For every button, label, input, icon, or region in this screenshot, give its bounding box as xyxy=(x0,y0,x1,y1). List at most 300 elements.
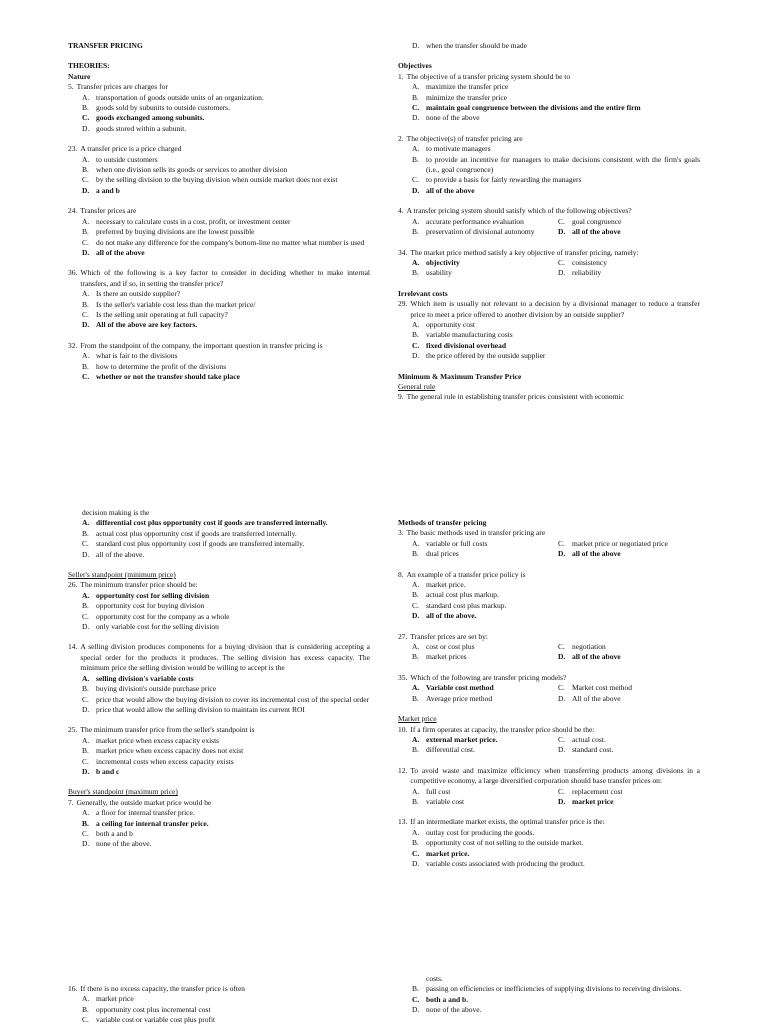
section-heading: THEORIES: xyxy=(68,61,110,71)
option-letter: A. xyxy=(82,216,90,226)
question-number: 35. xyxy=(398,672,408,682)
option-list xyxy=(398,984,700,1015)
option-letter: C. xyxy=(558,683,565,693)
option-row xyxy=(398,735,700,745)
option-letter: C. xyxy=(558,642,565,652)
answer-option xyxy=(398,995,700,1005)
option-letter: B. xyxy=(412,330,419,340)
option-letter: D. xyxy=(558,268,566,278)
answer-option xyxy=(558,549,704,559)
answer-option xyxy=(68,289,370,299)
question-number: 7. xyxy=(68,797,74,807)
option-text: what is fair to the divisions xyxy=(96,351,178,361)
answer-option xyxy=(68,175,370,185)
answer-option xyxy=(68,320,370,330)
option-letter: A. xyxy=(82,808,90,818)
option-letter: D. xyxy=(82,185,90,195)
continued-text: costs. xyxy=(426,974,443,983)
subsection-label: Market price xyxy=(398,714,437,724)
question-block xyxy=(398,673,700,704)
doc-title: TRANSFER PRICING xyxy=(68,41,143,50)
question-text: Transfer prices are charges for xyxy=(76,82,168,92)
option-text: actual cost plus opportunity cost if goods are transferred internally. xyxy=(96,528,297,538)
option-letter: B. xyxy=(82,528,89,538)
question-text: Transfer prices are set by: xyxy=(410,631,488,641)
question-stem xyxy=(398,528,700,538)
question-stem xyxy=(68,798,370,808)
option-text: All of the above are key factors. xyxy=(96,320,198,330)
option-letter: D. xyxy=(412,351,420,361)
option-text: when one division sells its goods or services to another division xyxy=(96,165,288,175)
question-number: 29. xyxy=(398,299,408,309)
option-text: market price when excess capacity does not exist xyxy=(96,746,244,756)
answer-option xyxy=(398,144,700,154)
option-text: goods exchanged among subunits. xyxy=(96,113,205,123)
option-row xyxy=(398,227,700,237)
option-text: selling division's variable costs xyxy=(96,673,194,683)
option-letter: B. xyxy=(412,227,419,237)
option-text: by the selling division to the buying division when outside market does not exist xyxy=(96,175,338,185)
question-number: 25. xyxy=(68,725,78,735)
question-stem xyxy=(398,299,700,320)
option-letter: D. xyxy=(412,185,420,195)
option-text: opportunity cost xyxy=(426,319,475,329)
option-letter: A. xyxy=(412,734,420,744)
subsection-heading: Methods of transfer pricing xyxy=(398,518,487,527)
option-letter: D. xyxy=(82,549,90,559)
option-text: minimize the transfer price xyxy=(426,92,508,102)
option-text: Is there an outside supplier? xyxy=(96,289,181,299)
answer-option xyxy=(398,849,700,859)
question-number: 26. xyxy=(68,580,78,590)
option-letter: C. xyxy=(82,694,89,704)
question-text: A transfer pricing system should satisfy which of the following objectives? xyxy=(406,206,632,216)
option-text: price that would allow the selling division to maintain its current ROI xyxy=(96,704,305,714)
option-text: actual cost. xyxy=(572,734,606,744)
option-text: replacement cost xyxy=(572,786,623,796)
option-letter: C. xyxy=(82,539,89,549)
question-stem xyxy=(68,206,370,216)
answer-option xyxy=(398,984,700,994)
answer-option xyxy=(412,227,558,237)
question-stem xyxy=(68,580,370,590)
option-letter: D. xyxy=(82,704,90,714)
answer-option xyxy=(412,217,558,227)
answer-option xyxy=(558,745,704,755)
question-block xyxy=(398,72,700,124)
option-letter: B. xyxy=(82,601,89,611)
answer-option xyxy=(68,705,370,715)
option-text: necessary to calculate costs in a cost, profit, or investment center xyxy=(96,216,291,226)
option-text: Is the selling unit operating at full capacity? xyxy=(96,309,228,319)
option-text: whether or not the transfer should take place xyxy=(96,371,240,381)
option-text: both a and b xyxy=(96,828,133,838)
answer-option xyxy=(398,113,700,123)
answer-option xyxy=(398,828,700,838)
option-text: negotiation xyxy=(572,642,606,652)
answer-option xyxy=(412,549,558,559)
page3-left-column xyxy=(68,984,370,1026)
option-text: variable cost xyxy=(426,796,465,806)
option-text: all of the above xyxy=(572,549,621,559)
option-text: all of the above xyxy=(572,652,621,662)
option-text: standard cost plus opportunity cost if goods are transferred internally. xyxy=(96,539,305,549)
question-text: Which of the following are transfer pricing models? xyxy=(410,672,567,682)
question-stem xyxy=(398,248,700,258)
option-text: both a and b. xyxy=(426,994,469,1004)
answer-option xyxy=(398,341,700,351)
question-text: To avoid waste and maximize efficiency when transferring products among divisions in a competitive economy, a large diversified corporation should base transfer prices on: xyxy=(410,765,700,786)
option-letter: D. xyxy=(558,693,566,703)
answer-option xyxy=(68,601,370,611)
question-number: 1. xyxy=(398,71,404,81)
option-text: Variable cost method xyxy=(426,683,494,693)
question-text: Which of the following is a key factor to consider in deciding whether to make internal transfers, and if so, in setting the transfer price? xyxy=(80,268,370,288)
answer-option xyxy=(412,258,558,268)
option-letter: B. xyxy=(82,684,89,694)
question-stem xyxy=(398,570,700,580)
answer-option xyxy=(68,674,370,684)
answer-option xyxy=(398,103,700,113)
question-number: 16. xyxy=(68,984,78,993)
option-text: a ceiling for internal transfer price. xyxy=(96,818,209,828)
question-block xyxy=(68,984,370,1026)
answer-option xyxy=(558,694,704,704)
option-text: market price xyxy=(572,796,614,806)
question-block xyxy=(398,392,700,402)
option-letter: B. xyxy=(82,103,89,113)
answer-option xyxy=(68,165,370,175)
option-letter: B. xyxy=(82,1004,89,1014)
answer-option xyxy=(68,227,370,237)
answer-option xyxy=(412,268,558,278)
question-stem xyxy=(398,673,700,683)
answer-option xyxy=(558,642,704,652)
question-number: 13. xyxy=(398,817,408,827)
answer-option xyxy=(398,155,700,176)
answer-option xyxy=(68,372,370,382)
answer-option xyxy=(68,591,370,601)
option-text: opportunity cost for selling division xyxy=(96,590,210,600)
answer-option xyxy=(398,611,700,621)
answer-option xyxy=(412,642,558,652)
option-letter: A. xyxy=(82,92,90,102)
question-number: 3. xyxy=(398,528,404,538)
answer-option xyxy=(412,652,558,662)
answer-option xyxy=(68,757,370,767)
answer-option xyxy=(398,1005,700,1015)
answer-option xyxy=(558,787,704,797)
option-text: variable manufacturing costs xyxy=(426,330,513,340)
question-number: 36. xyxy=(68,268,78,278)
option-row xyxy=(398,652,700,662)
answer-option xyxy=(68,622,370,632)
question-stem xyxy=(398,206,700,216)
question-text: An example of a transfer price policy is xyxy=(406,569,526,579)
answer-option xyxy=(412,539,558,549)
option-text: to outside customers xyxy=(96,154,158,164)
question-text: Generally, the outside market price would be xyxy=(76,797,212,807)
answer-option xyxy=(68,808,370,818)
answer-option xyxy=(558,217,704,227)
question-block xyxy=(398,817,700,869)
answer-option xyxy=(558,227,704,237)
option-text: opportunity cost plus incremental cost xyxy=(96,1004,211,1014)
option-row xyxy=(398,539,700,549)
option-text: all of the above. xyxy=(426,611,477,621)
answer-option xyxy=(68,113,370,123)
option-letter: D. xyxy=(82,123,90,133)
question-number: 34. xyxy=(398,247,408,257)
question-number: 8. xyxy=(398,569,404,579)
option-text: preferred by buying divisions are the lowest possible xyxy=(96,227,255,237)
answer-option xyxy=(558,258,704,268)
option-letter: A. xyxy=(412,319,420,329)
question-text: The general rule in establishing transfer prices consistent with economic xyxy=(406,392,624,402)
option-letter: A. xyxy=(82,673,90,683)
option-text: usability xyxy=(426,268,452,278)
option-letter: A. xyxy=(412,82,420,92)
option-text: differential cost. xyxy=(426,745,476,755)
option-letter: A. xyxy=(412,786,420,796)
option-letter: B. xyxy=(82,299,89,309)
question-block xyxy=(398,570,700,622)
question-block xyxy=(68,580,370,632)
option-text: maximize the transfer price xyxy=(426,82,509,92)
option-row xyxy=(398,787,700,797)
question-number: 32. xyxy=(68,340,78,350)
question-stem xyxy=(68,984,370,994)
question-stem xyxy=(68,642,370,673)
question-block xyxy=(68,725,370,777)
answer-option xyxy=(68,155,370,165)
answer-option xyxy=(398,93,700,103)
answer-option xyxy=(412,735,558,745)
option-letter: B. xyxy=(82,165,89,175)
option-text: all of the above. xyxy=(96,549,145,559)
option-text: outlay cost for producing the goods. xyxy=(426,827,535,837)
question-stem xyxy=(398,766,700,787)
answer-option xyxy=(398,580,700,590)
option-letter: A. xyxy=(412,827,420,837)
question-stem xyxy=(68,341,370,351)
answer-option xyxy=(398,330,700,340)
option-letter: C. xyxy=(82,828,89,838)
option-letter: D. xyxy=(82,622,90,632)
subsection-heading: Nature xyxy=(68,71,91,81)
option-letter: C. xyxy=(412,340,420,350)
option-letter: A. xyxy=(412,144,420,154)
option-letter: C. xyxy=(412,103,420,113)
option-text: the price offered by the outside supplier xyxy=(426,351,546,361)
answer-option xyxy=(412,745,558,755)
option-letter: A. xyxy=(412,642,420,652)
option-letter: C. xyxy=(82,113,90,123)
option-letter: B. xyxy=(82,227,89,237)
option-text: market price when excess capacity exists xyxy=(96,735,220,745)
answer-option xyxy=(558,539,704,549)
question-block xyxy=(398,632,700,663)
option-text: goods stored within a subunit. xyxy=(96,123,187,133)
option-text: none of the above. xyxy=(426,1005,482,1015)
option-letter: B. xyxy=(412,745,419,755)
option-text: differential cost plus opportunity cost if goods are transferred internally. xyxy=(96,518,328,528)
option-text: Is the seller's variable cost less than the market price/ xyxy=(96,299,256,309)
question-block xyxy=(398,766,700,808)
option-text: to motivate managers xyxy=(426,144,491,154)
answer-option xyxy=(68,518,370,528)
option-text: actual cost plus markup. xyxy=(426,590,499,600)
option-text: a floor for internal transfer price. xyxy=(96,808,195,818)
question-stem xyxy=(68,725,370,735)
option-text: passing on efficiencies or inefficiencies of supplying divisions to receiving divisions. xyxy=(426,984,682,994)
option-text: b and c xyxy=(96,766,120,776)
answer-option xyxy=(412,797,558,807)
question-number: 27. xyxy=(398,631,408,641)
subsection-heading: Minimum & Maximum Transfer Price xyxy=(398,371,522,381)
option-letter: C. xyxy=(558,538,565,548)
option-text: market price xyxy=(96,994,134,1004)
option-letter: D. xyxy=(82,766,90,776)
option-letter: D. xyxy=(412,611,420,621)
question-block xyxy=(68,144,370,196)
answer-option xyxy=(68,217,370,227)
answer-option xyxy=(398,838,700,848)
option-letter: B. xyxy=(412,838,419,848)
question-block xyxy=(398,134,700,196)
answer-option xyxy=(68,695,370,705)
question-stem xyxy=(398,817,700,827)
option-text: all of the above xyxy=(572,227,621,237)
page1-right-column xyxy=(398,41,700,403)
question-block xyxy=(68,642,370,715)
option-letter: B. xyxy=(412,92,419,102)
option-text: buying division's outside purchase price xyxy=(96,684,217,694)
question-number: 4. xyxy=(398,206,404,216)
option-letter: C. xyxy=(82,175,89,185)
answer-option xyxy=(558,683,704,693)
option-letter: A. xyxy=(412,538,420,548)
answer-option xyxy=(68,819,370,829)
question-text: The market price method satisfy a key objective of transfer pricing, namely: xyxy=(410,247,639,257)
option-row xyxy=(398,258,700,268)
option-letter: A. xyxy=(82,735,90,745)
option-text: Average price method xyxy=(426,693,493,703)
question-text: If an intermediate market exists, the optimal transfer price is the: xyxy=(410,817,605,827)
option-text: none of the above xyxy=(426,113,480,123)
option-letter: C. xyxy=(558,257,565,267)
question-stem xyxy=(68,268,370,289)
question-text: If there is no excess capacity, the transfer price is often xyxy=(80,984,246,993)
option-letter: A. xyxy=(82,590,90,600)
question-number: 24. xyxy=(68,206,78,216)
option-letter: C. xyxy=(558,786,565,796)
option-text: cost or cost plus xyxy=(426,642,475,652)
answer-option xyxy=(68,539,370,549)
continued-option: D. when the transfer should be made xyxy=(412,41,528,50)
answer-option xyxy=(398,351,700,361)
option-letter: D. xyxy=(412,113,420,123)
answer-option xyxy=(68,1005,370,1015)
answer-option xyxy=(68,684,370,694)
option-text: variable cost or variable cost plus profit xyxy=(96,1015,216,1025)
question-block xyxy=(398,725,700,756)
question-text: Which item is usually not relevant to a decision by a divisional manager to reduce a transfer price to meet a price offered to another division by an outside supplier? xyxy=(410,299,700,319)
option-row xyxy=(398,268,700,278)
option-letter: A. xyxy=(412,257,420,267)
subsection-heading: Objectives xyxy=(398,61,432,71)
option-letter: D. xyxy=(412,858,420,868)
option-letter: A. xyxy=(412,580,420,590)
option-text: market prices xyxy=(426,652,467,662)
question-stem xyxy=(68,144,370,154)
question-text: A selling division produces components for a buying division that is considering accepting a special order for the products it produces. The selling division has excess capacity. The minimum price the selling division would be willing to accept is the xyxy=(80,642,370,673)
option-letter: C. xyxy=(82,371,90,381)
option-letter: D. xyxy=(558,796,566,806)
question-number: 12. xyxy=(398,765,408,775)
option-letter: B. xyxy=(412,693,419,703)
page2-right-column xyxy=(398,518,700,869)
option-text: market price or negotiated price xyxy=(572,538,668,548)
answer-option xyxy=(398,859,700,869)
answer-option xyxy=(558,797,704,807)
answer-option xyxy=(68,124,370,134)
question-number: 23. xyxy=(68,144,78,154)
question-text: The minimum transfer price should be: xyxy=(80,580,198,590)
option-row xyxy=(398,642,700,652)
option-text: standard cost plus markup. xyxy=(426,600,507,610)
question-block xyxy=(398,248,700,279)
option-letter: C. xyxy=(558,216,565,226)
option-text: goods sold by subunits to outside customers. xyxy=(96,103,230,113)
page1-left-column xyxy=(68,41,370,382)
answer-option xyxy=(412,787,558,797)
answer-option xyxy=(68,103,370,113)
option-letter: B. xyxy=(412,984,419,994)
option-text: All of the above xyxy=(572,693,621,703)
option-text: transportation of goods outside units of an organization. xyxy=(96,92,264,102)
option-text: to provide a basis for fairly rewarding the managers xyxy=(426,175,582,185)
subsection-label: General rule xyxy=(398,381,436,391)
option-text: external market price. xyxy=(426,734,498,744)
answer-option xyxy=(68,612,370,622)
option-text: dual prices xyxy=(426,549,459,559)
answer-option xyxy=(398,590,700,600)
question-block xyxy=(68,798,370,850)
question-stem xyxy=(398,134,700,144)
option-letter: B. xyxy=(82,746,89,756)
option-letter: B. xyxy=(412,154,419,164)
question-text: The objective of a transfer pricing system should be to xyxy=(406,71,571,81)
question-stem xyxy=(398,72,700,82)
option-letter: B. xyxy=(82,818,89,828)
question-text: If a firm operates at capacity, the transfer price should be the: xyxy=(410,724,595,734)
option-letter: B. xyxy=(412,796,419,806)
option-letter: C. xyxy=(82,611,89,621)
answer-option xyxy=(68,238,370,248)
question-text: A transfer price is a price charged xyxy=(80,144,182,154)
option-row xyxy=(398,683,700,693)
question-block xyxy=(398,299,700,361)
option-letter: C. xyxy=(82,237,89,247)
option-text: market price. xyxy=(426,580,466,590)
option-text: Market cost method xyxy=(572,683,632,693)
option-letter: D. xyxy=(82,839,90,849)
option-letter: A. xyxy=(82,351,90,361)
question-number: 5. xyxy=(68,82,74,92)
option-letter: A. xyxy=(82,994,90,1004)
option-row xyxy=(398,745,700,755)
